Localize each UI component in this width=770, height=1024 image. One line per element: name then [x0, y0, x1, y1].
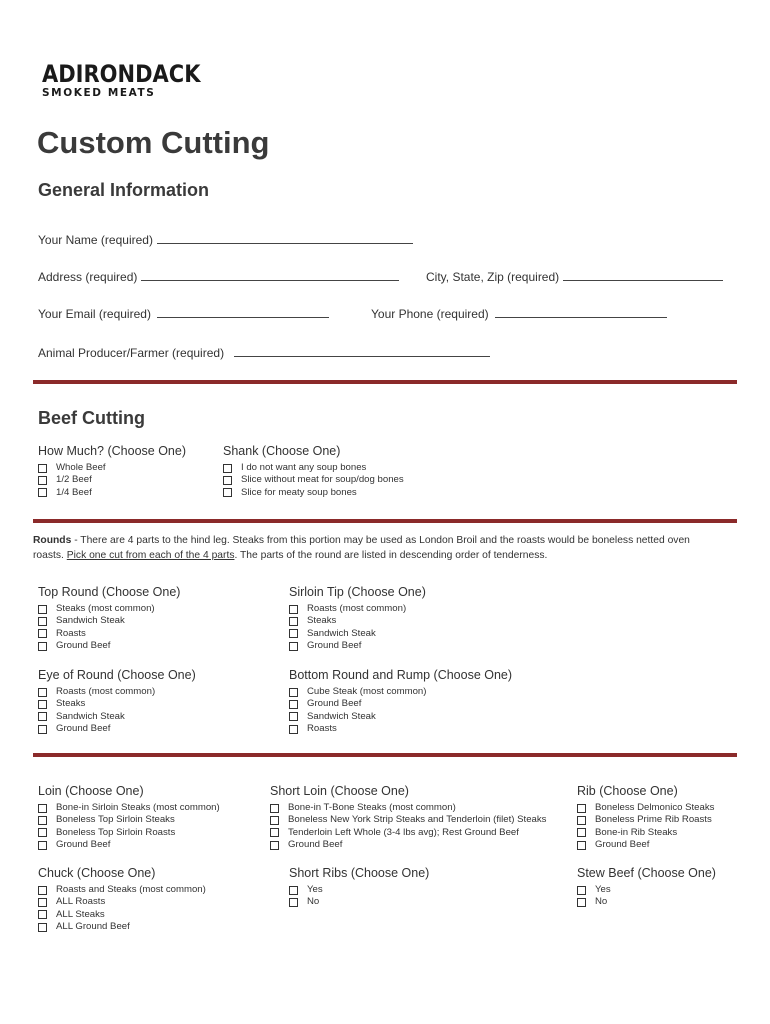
- city-field[interactable]: [426, 268, 723, 284]
- option[interactable]: Boneless Top Sirloin Roasts: [38, 827, 220, 839]
- checkbox[interactable]: [223, 476, 232, 485]
- option[interactable]: Tenderloin Left Whole (3-4 lbs avg); Rest Ground Beef: [270, 827, 546, 839]
- group-title: Top Round (Choose One): [38, 585, 181, 599]
- option[interactable]: Roasts: [38, 628, 180, 640]
- email-input-line[interactable]: [157, 305, 329, 318]
- page-title: Custom Cutting: [37, 125, 270, 160]
- checkbox[interactable]: [38, 712, 47, 721]
- address-label: Address (required): [38, 270, 138, 284]
- option[interactable]: Steaks: [38, 698, 196, 710]
- option[interactable]: Steaks: [289, 615, 426, 627]
- phone-input-line[interactable]: [495, 305, 667, 318]
- checkbox[interactable]: [577, 816, 586, 825]
- option-slice-without-meat[interactable]: Slice without meat for soup/dog bones: [223, 474, 404, 486]
- option[interactable]: Steaks (most common): [38, 603, 180, 615]
- checkbox[interactable]: [38, 688, 47, 697]
- option[interactable]: Bone-in Rib Steaks: [577, 827, 714, 839]
- email-field[interactable]: [38, 305, 329, 321]
- chuck-group: [38, 866, 206, 933]
- phone-field[interactable]: [371, 305, 667, 321]
- how-much-group: [38, 444, 186, 499]
- option-no[interactable]: No: [577, 896, 716, 908]
- name-input-line[interactable]: [157, 231, 413, 244]
- option[interactable]: Ground Beef: [270, 839, 546, 851]
- option-yes[interactable]: Yes: [577, 884, 716, 896]
- option[interactable]: Boneless Delmonico Steaks: [577, 802, 714, 814]
- option[interactable]: ALL Steaks: [38, 909, 206, 921]
- loin-group: [38, 784, 220, 851]
- option[interactable]: Boneless Prime Rib Roasts: [577, 814, 714, 826]
- checkbox[interactable]: [38, 898, 47, 907]
- checkbox[interactable]: [38, 629, 47, 638]
- checkbox[interactable]: [223, 488, 232, 497]
- name-label: Your Name (required): [38, 233, 153, 247]
- checkbox[interactable]: [270, 828, 279, 837]
- option[interactable]: Ground Beef: [577, 839, 714, 851]
- beef-heading: Beef Cutting: [38, 408, 145, 428]
- section-divider: [33, 519, 737, 523]
- option[interactable]: Boneless New York Strip Steaks and Tenderloin (filet) Steaks: [270, 814, 546, 826]
- checkbox[interactable]: [38, 886, 47, 895]
- group-title: Loin (Choose One): [38, 784, 144, 798]
- checkbox[interactable]: [223, 464, 232, 473]
- checkbox[interactable]: [289, 712, 298, 721]
- checkbox[interactable]: [38, 476, 47, 485]
- checkbox[interactable]: [38, 642, 47, 651]
- checkbox[interactable]: [38, 816, 47, 825]
- option-whole-beef[interactable]: Whole Beef: [38, 462, 186, 474]
- producer-input-line[interactable]: [234, 344, 490, 357]
- option[interactable]: Ground Beef: [38, 723, 196, 735]
- option[interactable]: Roasts: [289, 723, 512, 735]
- sirloin-tip-group: [289, 585, 426, 652]
- checkbox[interactable]: [289, 688, 298, 697]
- group-title: How Much? (Choose One): [38, 444, 186, 458]
- city-input-line[interactable]: [563, 268, 723, 281]
- option[interactable]: ALL Ground Beef: [38, 921, 206, 933]
- checkbox[interactable]: [38, 910, 47, 919]
- shank-group: [223, 444, 404, 499]
- city-label: City, State, Zip (required): [426, 270, 560, 284]
- checkbox[interactable]: [38, 464, 47, 473]
- stew-beef-group: [577, 866, 716, 909]
- checkbox[interactable]: [38, 700, 47, 709]
- checkbox[interactable]: [577, 886, 586, 895]
- option[interactable]: ALL Roasts: [38, 896, 206, 908]
- short-loin-group: [270, 784, 546, 851]
- checkbox[interactable]: [270, 804, 279, 813]
- checkbox[interactable]: [577, 898, 586, 907]
- group-title: Chuck (Choose One): [38, 866, 156, 880]
- option[interactable]: Bone-in T-Bone Steaks (most common): [270, 802, 546, 814]
- option[interactable]: Sandwich Steak: [38, 615, 180, 627]
- group-title: Sirloin Tip (Choose One): [289, 585, 426, 599]
- email-label: Your Email (required): [38, 307, 151, 321]
- group-title: Rib (Choose One): [577, 784, 678, 798]
- checkbox[interactable]: [577, 828, 586, 837]
- checkbox[interactable]: [38, 923, 47, 932]
- checkbox[interactable]: [289, 642, 298, 651]
- checkbox[interactable]: [38, 617, 47, 626]
- checkbox[interactable]: [289, 725, 298, 734]
- general-heading: General Information: [38, 180, 210, 200]
- rounds-description: Rounds - There are 4 parts to the hind leg. Steaks from this portion may be used as London Broil and the roasts would be boneless netted oven roasts. Pick one cut from each of the 4 parts. The parts of the round are listed in descending order of tenderness.: [33, 535, 690, 561]
- option[interactable]: Sandwich Steak: [289, 628, 426, 640]
- bottom-round-group: [289, 668, 512, 735]
- checkbox[interactable]: [577, 804, 586, 813]
- phone-label: Your Phone (required): [371, 307, 489, 321]
- option[interactable]: Ground Beef: [38, 640, 180, 652]
- group-title: Bottom Round and Rump (Choose One): [289, 668, 513, 682]
- checkbox[interactable]: [577, 841, 586, 850]
- option[interactable]: Ground Beef: [289, 698, 512, 710]
- checkbox[interactable]: [38, 828, 47, 837]
- rib-group: [577, 784, 714, 851]
- logo-tagline: SMOKED MEATS: [42, 87, 156, 99]
- group-title: Shank (Choose One): [223, 444, 341, 458]
- option[interactable]: Ground Beef: [289, 640, 426, 652]
- checkbox[interactable]: [289, 629, 298, 638]
- option[interactable]: Roasts (most common): [38, 686, 196, 698]
- producer-field[interactable]: [38, 344, 490, 360]
- producer-label: Animal Producer/Farmer (required): [38, 346, 225, 360]
- option[interactable]: Roasts and Steaks (most common): [38, 884, 206, 896]
- address-input-line[interactable]: [141, 268, 399, 281]
- option-slice-meaty[interactable]: Slice for meaty soup bones: [223, 487, 404, 499]
- checkbox[interactable]: [289, 898, 298, 907]
- checkbox[interactable]: [38, 725, 47, 734]
- section-divider: [33, 753, 737, 757]
- option[interactable]: Roasts (most common): [289, 603, 426, 615]
- checkbox[interactable]: [289, 700, 298, 709]
- option[interactable]: Cube Steak (most common): [289, 686, 512, 698]
- group-title: Stew Beef (Choose One): [577, 866, 716, 880]
- logo-wordmark: ADIRONDACK: [42, 60, 201, 88]
- group-title: Short Loin (Choose One): [270, 784, 409, 798]
- eye-of-round-group: [38, 668, 196, 735]
- top-round-group: [38, 585, 180, 652]
- name-field[interactable]: [38, 231, 413, 247]
- checkbox[interactable]: [38, 841, 47, 850]
- option-no[interactable]: No: [289, 896, 429, 908]
- option-half-beef[interactable]: 1/2 Beef: [38, 474, 186, 486]
- option-no-soup-bones[interactable]: I do not want any soup bones: [223, 462, 404, 474]
- section-divider: [33, 380, 737, 384]
- checkbox[interactable]: [38, 804, 47, 813]
- checkbox[interactable]: [270, 841, 279, 850]
- checkbox[interactable]: [289, 617, 298, 626]
- option[interactable]: Ground Beef: [38, 839, 220, 851]
- checkbox[interactable]: [289, 886, 298, 895]
- option-quarter-beef[interactable]: 1/4 Beef: [38, 487, 186, 499]
- option[interactable]: Sandwich Steak: [38, 711, 196, 723]
- checkbox[interactable]: [38, 488, 47, 497]
- option[interactable]: Boneless Top Sirloin Steaks: [38, 814, 220, 826]
- option[interactable]: Sandwich Steak: [289, 711, 512, 723]
- group-title: Eye of Round (Choose One): [38, 668, 196, 682]
- option-yes[interactable]: Yes: [289, 884, 429, 896]
- group-title: Short Ribs (Choose One): [289, 866, 430, 880]
- address-field[interactable]: [38, 268, 399, 284]
- option[interactable]: Bone-in Sirloin Steaks (most common): [38, 802, 220, 814]
- checkbox[interactable]: [270, 816, 279, 825]
- short-ribs-group: [289, 866, 429, 909]
- checkbox[interactable]: [38, 605, 47, 614]
- checkbox[interactable]: [289, 605, 298, 614]
